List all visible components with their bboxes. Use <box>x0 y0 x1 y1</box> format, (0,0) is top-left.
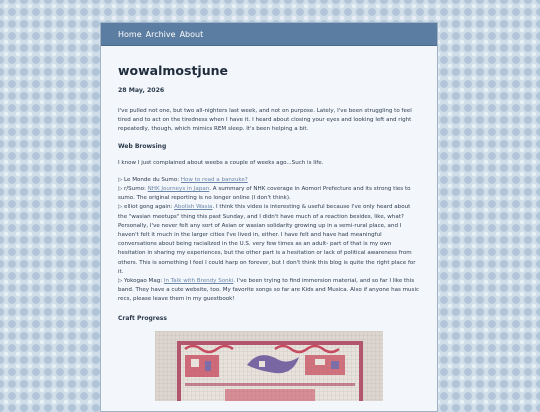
web-browsing-intro: I know I just complained about weebs a couple of weeks ago...Such is life. <box>118 159 324 166</box>
banzuke-link[interactable]: How to read a banzuke? <box>180 176 248 183</box>
list-item <box>118 203 420 277</box>
list-item <box>118 277 420 305</box>
link-prefix: ▷ r/Sumo: <box>118 186 148 193</box>
nhk-journeys-link[interactable]: NHK Journeys in Japan <box>147 186 210 193</box>
cross-stitch-image <box>155 331 383 401</box>
list-item <box>118 185 420 203</box>
page-container <box>100 22 438 412</box>
web-browsing-heading: Web Browsing <box>118 142 167 150</box>
list-item <box>118 176 420 185</box>
craft-progress-heading: Craft Progress <box>118 314 167 322</box>
top-nav <box>101 23 437 46</box>
link-prefix: ▷ elliot gong again: <box>118 204 175 211</box>
nav-archive-link[interactable]: Archive <box>145 29 176 39</box>
link-description: . I've been trying to find immersion material, and so far I like this band. They have a cute website, too. My favorite songs so far are Kids and Musica. Also if anyone has music recs, please leave them in my guestbook! <box>118 278 420 303</box>
brendy-sonki-link[interactable]: In Talk with Brendy Sonki <box>163 278 234 285</box>
post-title: wowalmostjune <box>118 63 228 78</box>
nav-about-link[interactable]: About <box>179 29 204 39</box>
link-list <box>118 176 420 305</box>
link-prefix: ▷ Yokogao Mag: <box>118 278 164 285</box>
link-description: . I think this video is interesting & useful because I've only heard about the "wasian meetups" thing this past Sunday, and I didn't have much of a reaction besides, like, what? Personally, I've never felt any sort of Asian or wasian solidarity growing up in a semi-rural place, and I haven't felt it much in the larger cities I've lived in, either. I have felt and have had meaningful conversations about being racialized in the U.S. very few times as an adult- part of that is my own hesitation in sharing my experiences, but the other part is a hesitation or lack of political awareness from others. This is something I feel I could harp on forever, but I don't think this blog is quite the right place for it. <box>118 204 416 275</box>
post-intro: I've pulled not one, but two all-nighters last week, and not on purpose. Lately, I've been struggling to feel tired and to act on the tiredness when I have it. I heard about closing your eyes and looking left and right repeatedly, though, which mimics REM sleep. It's been helping a bit. <box>118 108 412 133</box>
link-prefix: ▷ Le Monde du Sumo: <box>118 176 181 183</box>
post-content <box>101 63 437 401</box>
link-description: . A summary of NHK coverage in Aomori Prefecture and its strong ties to sumo. The original reporting is no longer online (I don't think). <box>118 186 411 202</box>
abolish-wasia-link[interactable]: Abolish Wasia <box>174 204 213 211</box>
post-date: 28 May, 2026 <box>118 87 165 94</box>
nav-home-link[interactable]: Home <box>118 29 142 39</box>
craft-progress-photo <box>155 331 383 401</box>
